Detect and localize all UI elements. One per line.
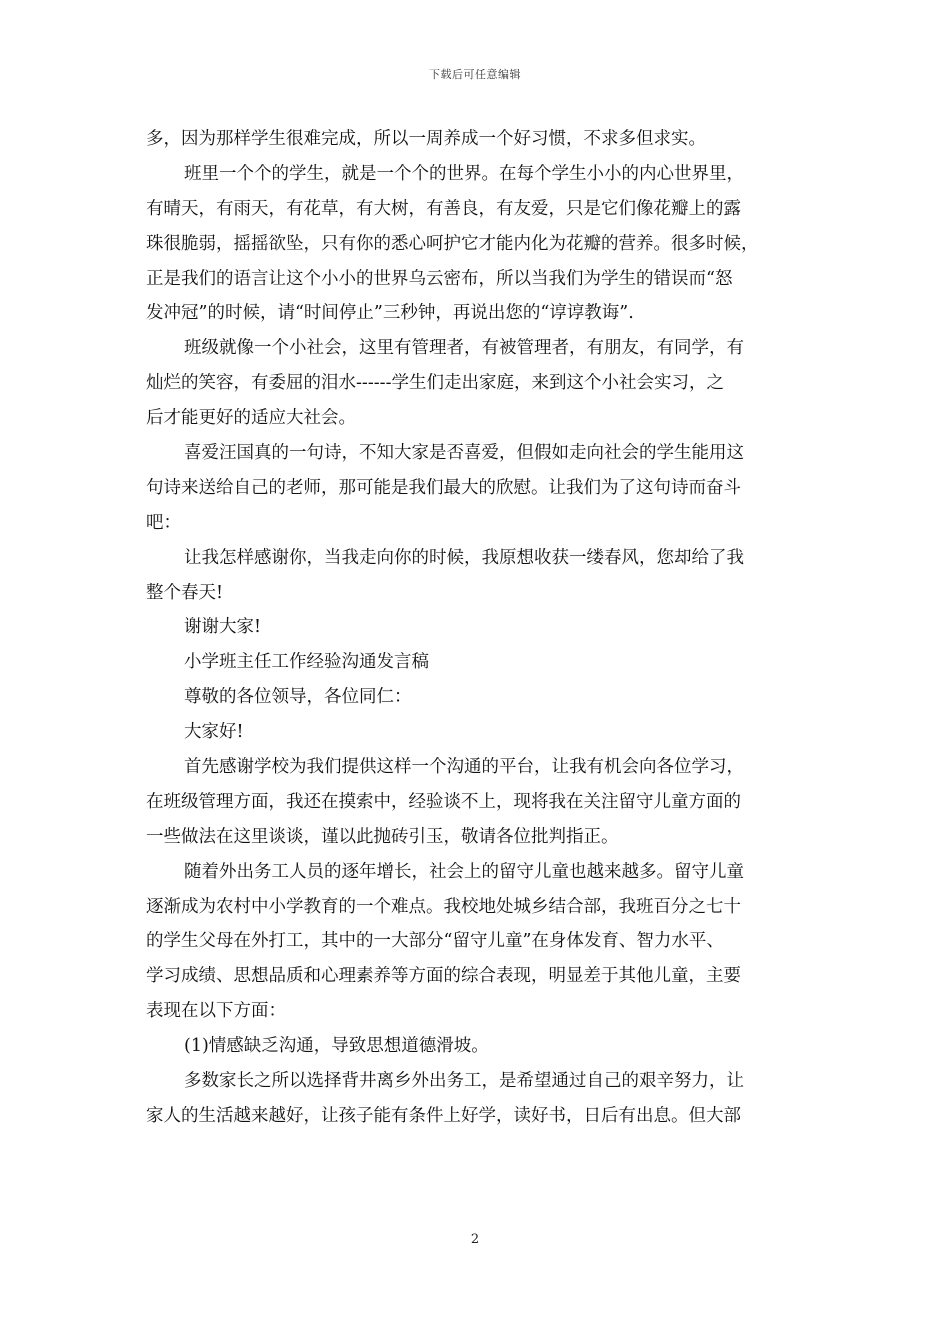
text-line: 随着外出务工人员的逐年增长，社会上的留守儿童也越来越多。留守儿童	[184, 861, 744, 882]
text-line: 尊敬的各位领导，各位同仁：	[184, 687, 412, 708]
text-line: 有晴天，有雨天，有花草，有大树，有善良，有友爱，只是它们像花瓣上的露	[146, 198, 741, 219]
text-line: 大家好!	[184, 722, 244, 743]
text-line: 多数家长之所以选择背井离乡外出务工，是希望通过自己的艰辛努力，让	[184, 1071, 744, 1092]
text-line: 吧：	[146, 512, 181, 533]
text-line: 的学生父母在外打工，其中的一大部分“留守儿童”在身体发育、智力水平、	[146, 931, 724, 952]
text-line: 家人的生活越来越好，让孩子能有条件上好学，读好书，日后有出息。但大部	[146, 1105, 741, 1126]
text-line: 学习成绩、思想品质和心理素养等方面的综合表现，明显差于其他儿童，主要	[146, 966, 741, 987]
text-line: 句诗来送给自己的老师，那可能是我们最大的欣慰。让我们为了这句诗而奋斗	[146, 477, 741, 498]
page-number: 2	[470, 1232, 480, 1247]
text-line: 灿烂的笑容，有委屈的泪水------学生们走出家庭，来到这个小社会实习，之	[146, 373, 724, 394]
text-line: (1)情感缺乏沟通，导致思想道德滑坡。	[184, 1036, 489, 1057]
text-line: 表现在以下方面：	[146, 1001, 286, 1022]
text-line: 班里一个个的学生，就是一个个的世界。在每个学生小小的内心世界里，	[184, 163, 744, 184]
text-line: 班级就像一个小社会，这里有管理者，有被管理者，有朋友，有同学，有	[184, 338, 744, 359]
text-line: 首先感谢学校为我们提供这样一个沟通的平台，让我有机会向各位学习，	[184, 757, 744, 778]
text-line: 谢谢大家!	[184, 617, 262, 638]
text-line: 小学班主任工作经验沟通发言稿	[184, 652, 429, 673]
text-line: 多，因为那样学生很难完成，所以一周养成一个好习惯，不求多但求实。	[146, 129, 706, 149]
text-line: 整个春天!	[146, 582, 224, 603]
text-line: 正是我们的语言让这个小小的世界乌云密布，所以当我们为学生的错误而“怒	[146, 268, 733, 289]
text-line: 一些做法在这里谈谈，谨以此抛砖引玉，敬请各位批判指正。	[146, 826, 619, 847]
text-line: 后才能更好的适应大社会。	[146, 408, 356, 429]
text-line: 珠很脆弱，摇摇欲坠，只有你的悉心呵护它才能内化为花瓣的营养。很多时候，	[146, 233, 759, 254]
text-line: 让我怎样感谢你，当我走向你的时候，我原想收获一缕春风，您却给了我	[184, 547, 744, 568]
text-line: 逐渐成为农村中小学教育的一个难点。我校地处城乡结合部，我班百分之七十	[146, 896, 741, 917]
text-line: 在班级管理方面，我还在摸索中，经验谈不上，现将我在关注留守儿童方面的	[146, 791, 741, 812]
text-line: 喜爱汪国真的一句诗，不知大家是否喜爱，但假如走向社会的学生能用这	[184, 443, 744, 464]
page-header: 下载后可任意编辑	[429, 68, 521, 81]
document-body	[146, 122, 808, 1134]
text-line: 发冲冠”的时候，请“时间停止”三秒钟，再说出您的“谆谆教诲”.	[146, 303, 634, 324]
